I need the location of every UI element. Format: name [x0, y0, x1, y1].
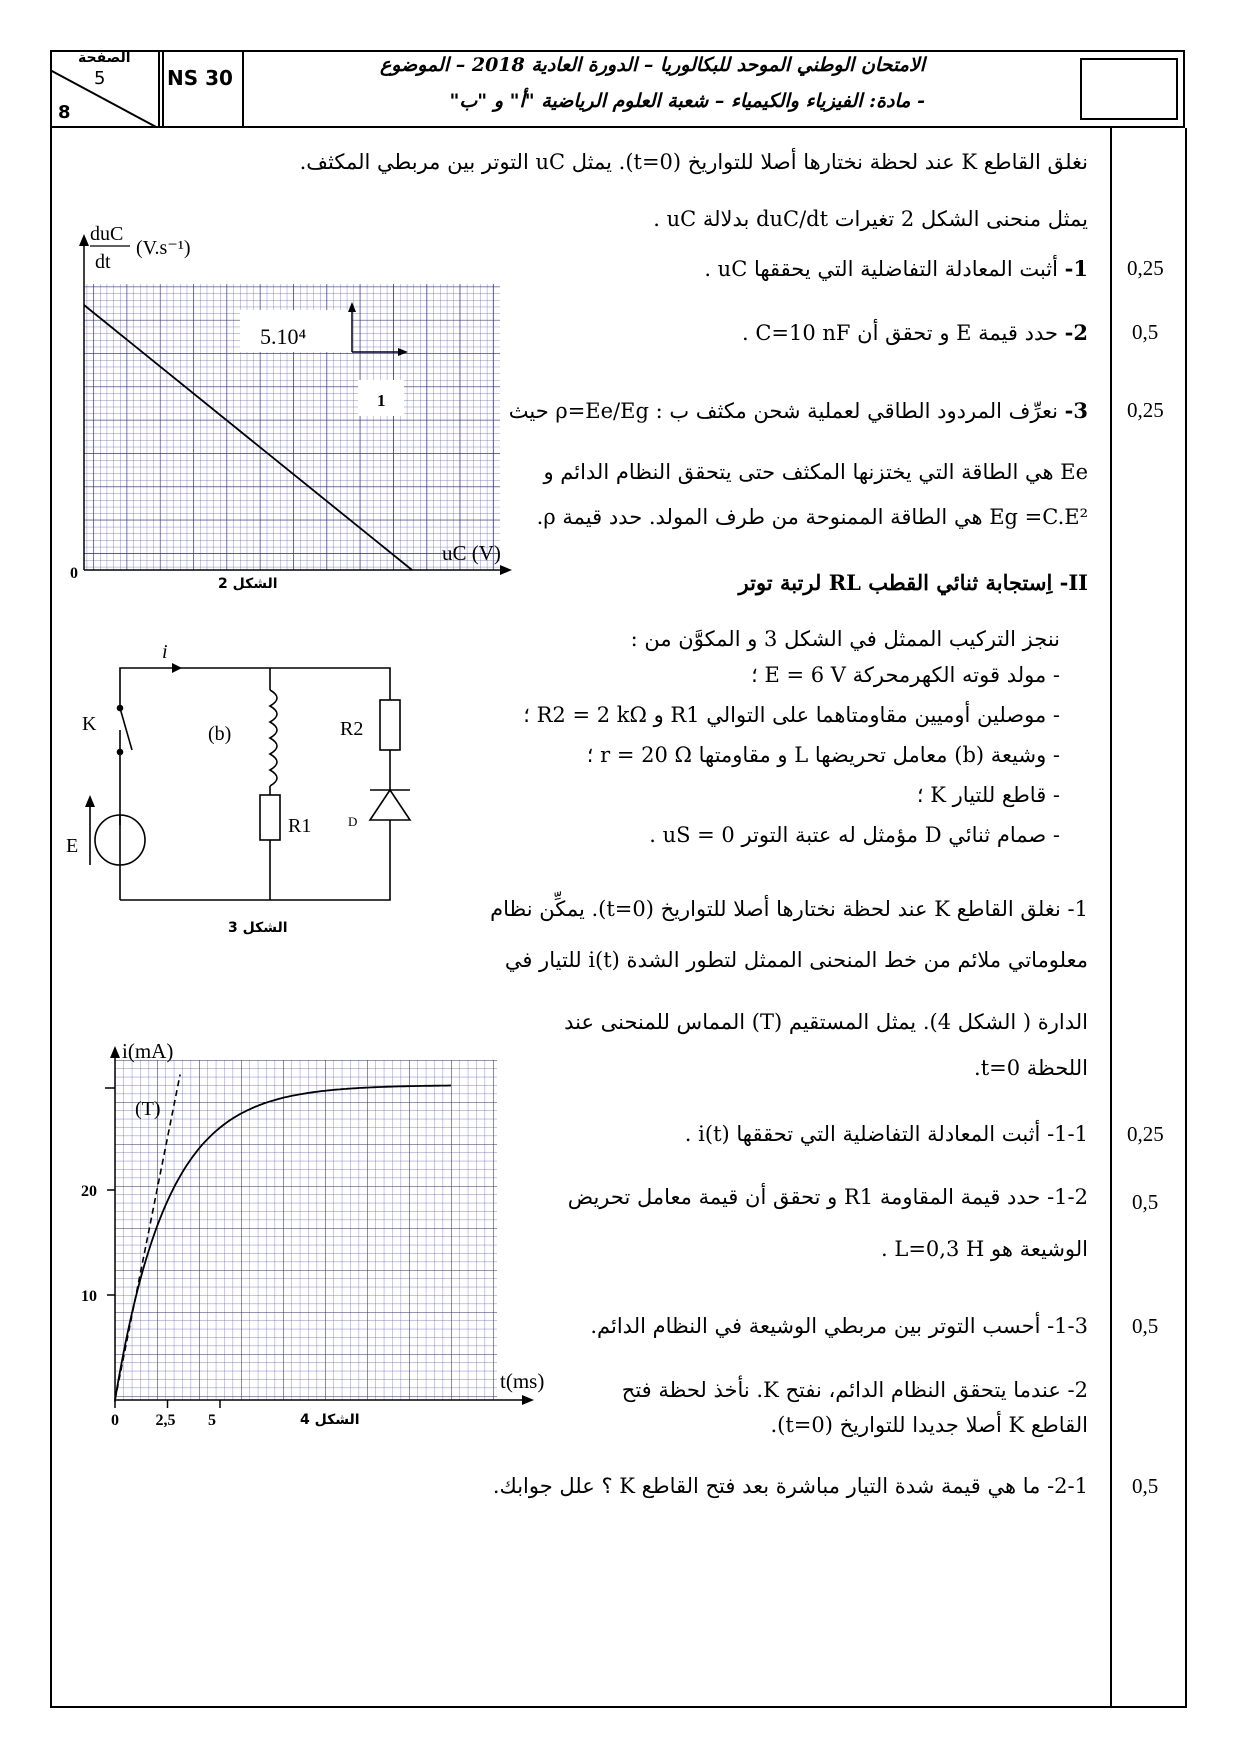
page-label: الصفحة: [78, 50, 131, 66]
q2-label: 2-: [1064, 320, 1088, 345]
wire-bottom: [120, 840, 390, 900]
list-item-1: - موصلين أوميين مقاومتاهما على التوالي R1 و R2 = 2 kΩ ؛: [523, 703, 1060, 727]
q1-label: 1-: [1064, 256, 1088, 281]
q3-ee: Ee هي الطاقة التي يختزنها المكثف حتى يتحقق النظام الدائم و: [543, 460, 1088, 484]
list-item-4: - صمام ثنائي D مؤمثل له عتبة التوتر uS = 0 .: [649, 823, 1060, 847]
exam-code: NS 30: [167, 66, 233, 90]
mark-q13: 0,5: [1132, 1314, 1159, 1338]
resistor-r2: [380, 700, 400, 750]
label-r2: R2: [340, 718, 364, 740]
p-intro: نغلق القاطع K عند لحظة نختارها أصلا للتواريخ (t=0). يمثل uC التوتر بين مربطي المكثف.: [299, 150, 1088, 174]
fig4-x-tick-label: 5: [208, 1412, 216, 1429]
q2: [742, 320, 1088, 345]
label-d: D: [348, 814, 358, 829]
fig2-y-unit: (V.s⁻¹): [136, 237, 191, 259]
page-frame-left: [50, 128, 52, 1708]
fig4-x-tick-label: 2,5: [155, 1412, 176, 1429]
fig4-y-tick-label: 10: [81, 1288, 97, 1305]
q3: [509, 398, 1088, 423]
resistor-r1: [260, 795, 280, 840]
mark-q1: 0,25: [1127, 256, 1164, 280]
p-k2: معلوماتي ملائم من خط المنحنى الممثل لتطور الشدة i(t) للتيار في: [504, 948, 1088, 972]
q12b: الوشيعة هو L=0,3 H .: [881, 1237, 1088, 1261]
figure-3: [60, 640, 440, 930]
q2b: القاطع K أصلا جديدا للتواريخ (t=0).: [770, 1413, 1088, 1437]
label-e: E: [66, 835, 79, 857]
fig4-y-arrow: [110, 1046, 120, 1058]
q3-eg: Eg =C.E² هي الطاقة الممنوحة من طرف المولد. حدد قيمة ρ.: [536, 505, 1088, 529]
coil-b: [270, 690, 277, 786]
fig2-origin: 0: [70, 565, 78, 582]
fig3-caption: الشكل 3: [228, 920, 288, 936]
q13: 1-3- أحسب التوتر بين مربطي الوشيعة في النظام الدائم.: [590, 1314, 1088, 1338]
q2-text: حدد قيمة E و تحقق أن C=10 nF .: [741, 321, 1058, 345]
figure-4: [60, 1030, 580, 1430]
list-item-2: - وشيعة (b) معامل تحريضها L و مقاومتها r = 20 Ω ؛: [586, 743, 1060, 767]
page-frame-bottom: [50, 1706, 1185, 1708]
fig2-y-den: dt: [95, 251, 111, 273]
p-k4: اللحظة t=0.: [974, 1056, 1088, 1080]
q2a: 2- عندما يتحقق النظام الدائم، نفتح K. نأخذ لحظة فتح: [621, 1378, 1088, 1402]
fig2-y-arrow: [79, 234, 89, 246]
q12a: 1-2- حدد قيمة المقاومة R1 و تحقق أن قيمة معامل تحريض: [567, 1185, 1088, 1209]
label-b: (b): [208, 723, 232, 745]
page-box: [50, 50, 160, 128]
header-title-2: - مادة: الفيزياء والكيمياء – شعبة العلوم الرياضية "أ" و "ب": [449, 90, 925, 112]
fig2-caption: الشكل 2: [218, 576, 278, 592]
label-i: i: [162, 641, 168, 663]
fig4-y-label: i(mA): [122, 1039, 174, 1063]
p-fig2-desc: يمثل منحنى الشكل 2 تغيرات duC/dt بدلالة uC .: [653, 207, 1088, 231]
q21: 2-1- ما هي قيمة شدة التيار مباشرة بعد فتح القاطع K ؟ علل جوابك.: [492, 1474, 1088, 1498]
wire-top: [120, 668, 390, 825]
list-item-0: - مولد قوته الكهرمحركة E = 6 V ؛: [751, 663, 1060, 687]
section-2-intro: ننجز التركيب الممثل في الشكل 3 و المكوَّن من :: [630, 627, 1060, 651]
fig4-tangent-label: (T): [135, 1098, 161, 1120]
label-k: K: [82, 713, 97, 735]
mark-q21: 0,5: [1132, 1474, 1159, 1498]
fig2-scale-x: 1: [377, 391, 386, 410]
mark-q2: 0,5: [1132, 320, 1159, 344]
diode-d: [370, 790, 410, 820]
q3-label: 3-: [1064, 398, 1088, 423]
fig2-scale-y: 5.10⁴: [260, 324, 307, 349]
q1-text: أثبت المعادلة التفاضلية التي يحققها uC .: [704, 257, 1058, 281]
fig2-y-num: duC: [90, 223, 124, 245]
p-k1: 1- نغلق القاطع K عند لحظة نختارها أصلا للتواريخ (t=0). يمكِّن نظام: [490, 897, 1088, 921]
fig4-caption: الشكل 4: [300, 1412, 360, 1428]
page-number: 5: [94, 68, 106, 89]
header-title-1: الامتحان الوطني الموحد للبكالوريا – الدورة العادية 2018 – الموضوع: [379, 54, 925, 76]
fig4-x-tick-label: 0: [111, 1412, 119, 1429]
fig2-x-arrow: [500, 565, 512, 575]
header-right-box: [1080, 58, 1178, 120]
figure-2: [60, 220, 540, 600]
fig4-x-label: t(ms): [500, 1369, 545, 1393]
section-2-title: II- اِستجابة ثنائي القطب RL لرتبة توتر: [738, 570, 1088, 595]
fig4-y-tick-label: 20: [81, 1183, 97, 1200]
fig2-x-label: uC (V): [442, 541, 501, 565]
q3-text: نعرِّف المردود الطاقي لعملية شحن مكثف ب : ρ=Ee/Eg حيث: [508, 399, 1058, 423]
page-total: 8: [58, 102, 71, 123]
fig4-x-arrow: [522, 1395, 534, 1405]
mark-q11: 0,25: [1127, 1122, 1164, 1146]
q1: [704, 256, 1088, 281]
mark-q3: 0,25: [1127, 398, 1164, 422]
label-r1: R1: [288, 815, 312, 837]
q11: 1-1- أثبت المعادلة التفاضلية التي تحققها i(t) .: [684, 1122, 1088, 1146]
mark-q12: 0,5: [1132, 1190, 1159, 1214]
marks-column: [1110, 128, 1187, 1708]
p-k3: الدارة ( الشكل 4). يمثل المستقيم (T) المماس للمنحنى عند: [564, 1010, 1088, 1034]
list-item-3: - قاطع للتيار K ؛: [916, 783, 1060, 807]
current-arrow: [172, 663, 182, 673]
